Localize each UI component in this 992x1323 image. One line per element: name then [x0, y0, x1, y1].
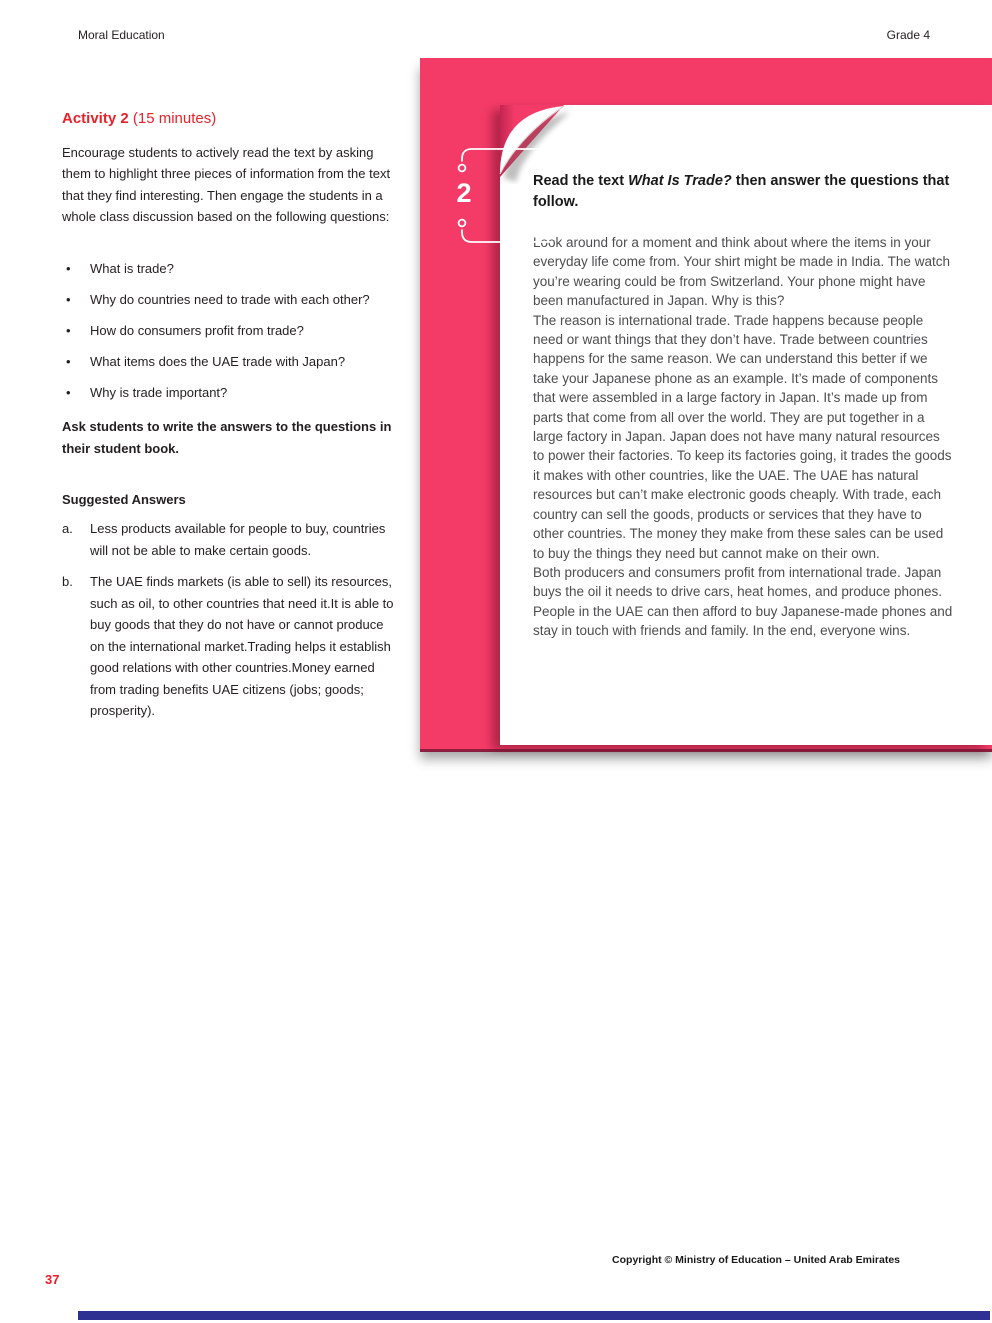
- list-item: [62, 289, 396, 310]
- reading-paragraph: Look around for a moment and think about where the items in your everyday life come from. Your shirt might be made in India. The watch you’re wearing could be from Switzerland. Your phone might have been manufactured in Japan. Why is this?: [533, 235, 950, 309]
- prompt-suffix: then answer the questions that follow.: [533, 173, 950, 210]
- list-item: [62, 258, 396, 279]
- suggested-answer-a: [62, 518, 396, 561]
- reading-paragraph: The reason is international trade. Trade happens because people need or want things that they don’t have. Trade between countries happens for the same reason. We can understand this better if we take your Japanese phone as an example. It’s made of components that were assembled in a large factory in Japan. It’s made up from parts that come from all over the world. They are put together in a large factory in Japan. Japan does not have many natural resources to power their factories. To keep its factories going, it trades the goods it makes with other countries, like the UAE. The UAE has natural resources but can’t make electronic goods cheaply. With trade, each country can sell the goods, products or services that they have to other countries. The money they make from these sales can be used to buy the things they need but cannot make on their own.: [533, 312, 952, 561]
- question-text: Why do countries need to trade with each other?: [90, 292, 370, 307]
- activity-title: [62, 110, 216, 127]
- header-course-title: Moral Education: [78, 28, 165, 42]
- answer-text: Less products available for people to buy, countries will not be able to make certain goods.: [90, 521, 386, 558]
- prompt-prefix: Read the text: [533, 173, 629, 189]
- discussion-questions-list: [62, 258, 396, 413]
- section-number: 2: [456, 178, 472, 208]
- bullet-icon: •: [66, 385, 71, 400]
- answer-label: b.: [62, 574, 73, 589]
- header-grade: Grade 4: [886, 28, 930, 42]
- reading-panel: [420, 58, 992, 749]
- reading-card: [500, 105, 992, 745]
- list-item: [62, 320, 396, 341]
- bullet-icon: •: [66, 261, 71, 276]
- bullet-icon: •: [66, 292, 71, 307]
- reading-title: What Is Trade?: [628, 173, 732, 189]
- reading-text: [533, 233, 954, 641]
- suggested-answer-b: [62, 571, 396, 722]
- activity-duration: (15 minutes): [128, 110, 217, 127]
- teacher-notes-column: [62, 110, 396, 740]
- page-number: 37: [45, 1272, 60, 1287]
- copyright-notice: Copyright © Ministry of Education – United Arab Emirates: [612, 1254, 900, 1266]
- reading-prompt: [533, 171, 957, 212]
- activity-intro: Encourage students to actively read the text by asking them to highlight three pieces of information from the text that they find interesting. Then engage the students in a whole class discussion based on the following questions:: [62, 145, 391, 224]
- answer-text: The UAE finds markets (is able to sell) its resources, such as oil, to other countries that need it.It is able to buy goods that they do not have or cannot produce on the international market.Trading helps it establish good relations with other countries.Money earned from trading benefits UAE citizens (jobs; goods; prosperity).: [90, 574, 394, 718]
- answer-label: a.: [62, 521, 73, 536]
- list-item: [62, 351, 396, 372]
- activity-instruction: Ask students to write the answers to the questions in their student book.: [62, 419, 392, 456]
- bullet-icon: •: [66, 323, 71, 338]
- suggested-answers-heading: Suggested Answers: [62, 492, 186, 507]
- question-text: What items does the UAE trade with Japan?: [90, 354, 346, 369]
- footer-bar: [78, 1311, 990, 1320]
- reading-paragraph: Both producers and consumers profit from international trade. Japan buys the oil it needs to drive cars, heat homes, and produce phones. People in the UAE can then afford to buy Japanese-made phones and stay in touch with friends and family. In the end, everyone wins.: [533, 564, 953, 639]
- question-text: How do consumers profit from trade?: [90, 323, 304, 338]
- activity-name: Activity 2: [62, 110, 129, 127]
- list-item: [62, 382, 396, 403]
- question-text: Why is trade important?: [90, 385, 228, 400]
- bullet-icon: •: [66, 354, 71, 369]
- question-text: What is trade?: [90, 261, 174, 276]
